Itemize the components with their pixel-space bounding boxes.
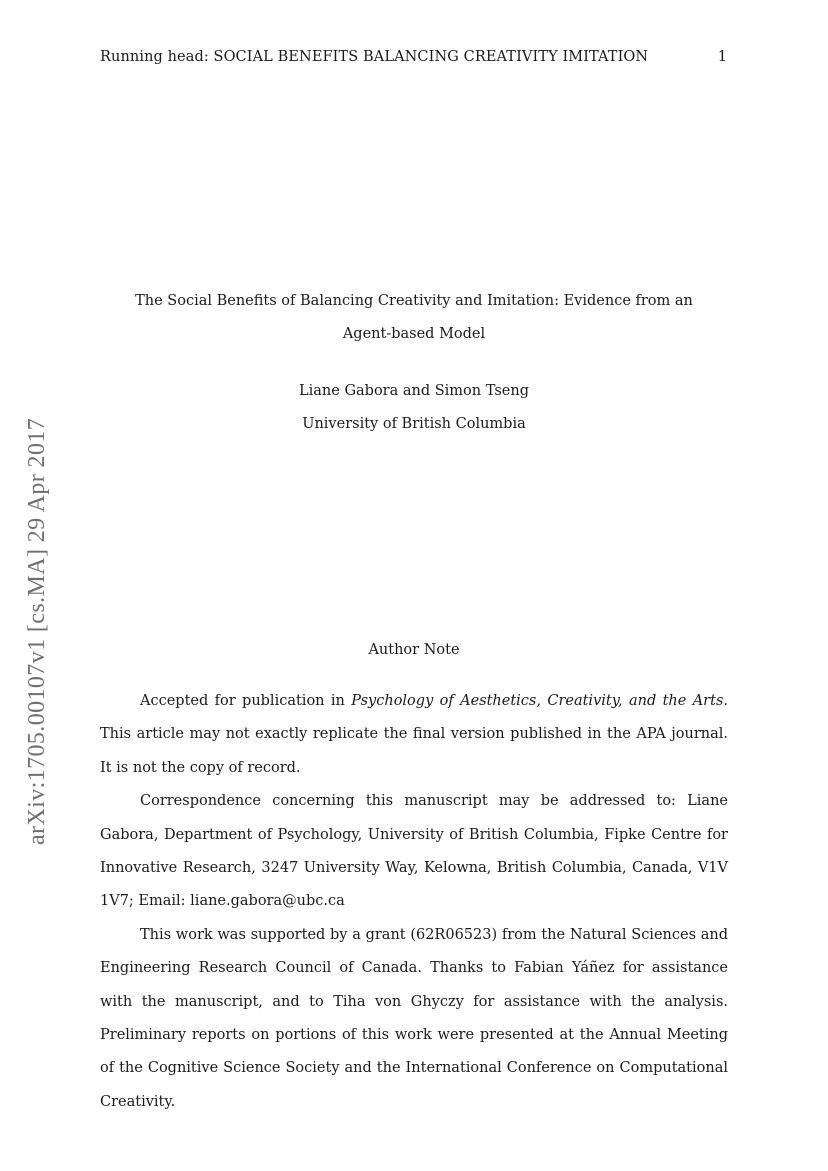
journal-name: Psychology of Aesthetics, Creativity, and the Arts — [351, 693, 724, 709]
title-line-2: Agent-based Model — [342, 326, 486, 342]
running-head: Running head: SOCIAL BENEFITS BALANCING CREATIVITY IMITATION — [100, 49, 649, 65]
author-block — [100, 375, 728, 441]
paper-title — [100, 285, 728, 351]
arxiv-identifier-stamp[interactable]: arXiv:1705.00107v1 [cs.MA] 29 Apr 2017 — [24, 417, 50, 845]
publication-note-paragraph — [100, 685, 728, 785]
author-note-heading: Author Note — [368, 642, 460, 658]
acknowledgements-paragraph: This work was supported by a grant (62R06523) from the Natural Sciences and Engineering Research Council of Canada. Thanks to Fabian Yáñez for assistance with the manuscript, and to Tiha von Ghyczy for assistance with the analysis. Preliminary reports on portions of this work were presented at the Annual Meeting of the Cognitive Science Society and the International Conference on Computational Creativity. — [100, 926, 728, 1110]
publication-note-prefix: Accepted for publication in — [140, 693, 352, 709]
author-note-body — [100, 685, 728, 1119]
publication-note-suffix: . This article may not exactly replicate the final version published in the APA journal. It is not the copy of record. — [100, 693, 728, 776]
correspondence-paragraph: Correspondence concerning this manuscript may be addressed to: Liane Gabora, Department of Psychology, University of British Columbia, Fipke Centre for Innovative Research, 3247 University Way, Kelowna, British Columbia, Canada, V1V 1V7; Email: liane.gabora@ubc.ca — [100, 793, 728, 910]
author-affiliation: University of British Columbia — [302, 416, 526, 432]
author-names: Liane Gabora and Simon Tseng — [299, 383, 529, 399]
title-line-1: The Social Benefits of Balancing Creativity and Imitation: Evidence from an — [135, 293, 693, 309]
page-number: 1 — [717, 49, 727, 65]
